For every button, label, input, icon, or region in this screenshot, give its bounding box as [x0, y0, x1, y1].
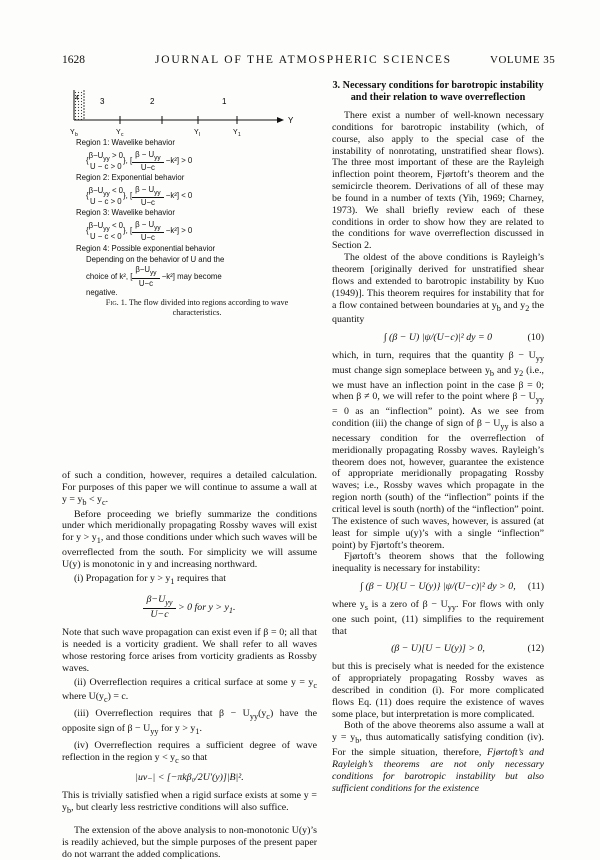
paragraph: but this is precisely what is needed for the existence of appropriately propagating Rossby waves as described in condition (i). For more complicated flows Eq. (11) does require the existence of waves some place, but interpretation is more complicated. — [332, 661, 544, 720]
tick-label: Y — [116, 129, 121, 136]
region-1-title: Region 1: Wavelike behavior — [76, 138, 175, 147]
condition-ii: (ii) Overreflection requires a critical surface at some $y = y_c$ where $U(y_c) = c$. — [62, 676, 317, 705]
region-3-title: Region 3: Wavelike behavior — [76, 208, 175, 217]
tick-label: Y — [194, 129, 199, 136]
figure-caption: Fig. 1. The flow divided into regions according to wave characteristics. — [105, 298, 289, 317]
tick-label: Y — [233, 129, 238, 136]
region-number: 1 — [222, 97, 227, 106]
paragraph: Note that such wave propagation can exist even if β = 0; all that is needed is a vorticity gradient. We shall refer to all waves whose restoring force arises from vorticity gradients as Rossby waves. — [62, 627, 317, 674]
region-4-title: Region 4: Possible exponential behavior — [76, 244, 216, 253]
region-2-title: Region 2: Exponential behavior — [76, 173, 185, 182]
condition-iii: (iii) Overreflection requires that $\beta - U_{yy}(y_c)$ have the opposite sign of $\beta - U_{yy}$ for $y > y_1$. — [62, 708, 317, 736]
tick-sub: 1 — [238, 132, 241, 138]
region-2-inequality: { $\beta-U_{yy} < 0$ U − c > 0 }, [ $\frac{\beta - U_{yy}}{U-c}$ −k²] < 0 — [86, 185, 193, 207]
left-column — [62, 470, 317, 860]
region-number: 3 — [100, 97, 105, 106]
axis-label: Y — [288, 116, 294, 125]
equation-12: (β − U)[U − U(y)] > 0, (12) — [391, 643, 544, 655]
region-number: 2 — [150, 97, 155, 106]
equation-i: $\frac{\beta-U_{yy}}{U-c}$ > 0 for $y > y_1$. — [62, 594, 317, 622]
region-1-inequality: { $\beta-U_{yy} > 0$ U − c > 0 }, [ $\frac{\beta - U_{yy}}{U-c}$ −k²] > 0 — [86, 150, 193, 172]
volume-label: VOLUME 35 — [490, 54, 556, 66]
figure-1 — [62, 82, 317, 462]
region-number: 4 — [75, 95, 79, 102]
condition-i: (i) Propagation for $y > y_1$ requires that — [74, 572, 227, 586]
paragraph: The extension of the above analysis to non-monotonic U(y)’s is readily achieved, but the simple purposes of the present paper do not warrant the added complications. — [62, 824, 317, 860]
tick-sub: c — [121, 132, 124, 138]
tick-sub: I — [199, 132, 201, 138]
region-3-inequality: { $\beta-U_{yy} < 0$ U − c < 0 }, [ $\frac{\beta - U_{yy}}{U-c}$ −k²] > 0 — [86, 220, 193, 242]
paragraph: where $y_s$ is a zero of $\beta - U_{yy}$. For flows with only one such point, (11) simplifies to the requirement that — [332, 598, 545, 637]
paragraph: This is trivially satisfied when a rigid surface exists at some $y = y_b$, but clearly less restrictive conditions will also suffice. — [62, 790, 317, 816]
equation-10: ∫ (β − U) |ψ/(U−c)|² dy = 0 (10) — [383, 332, 544, 344]
region-4-note: Depending on the behavior of U and the choice of k², [ $\frac{\beta-U_{yy}}{U-c}$ −k²] may become negative. — [86, 255, 225, 298]
paragraph: Fjørtoft’s theorem shows that the following inequality is necessary for instability: — [332, 551, 544, 575]
tick-sub: b — [75, 132, 78, 138]
page-number: 1628 — [62, 54, 85, 66]
condition-iv: (iv) Overreflection requires a sufficient degree of wave reflection in the region $y < y_c$ so that — [62, 739, 317, 765]
paragraph: Before proceeding we briefly summarize the conditions under which meridionally propagating Rossby waves will exist for $y > y_1$, and those conditions under which such waves will be overreflected from the south. For simplicity we will assume U(y) is monotonic in y and increasing northward. — [62, 508, 318, 570]
paragraph: Both of the above theorems also assume a wall at $y = y_b$, thus automatically satisfying condition (iv). For the simple situation, therefore, Fjørtoft’s and Rayleigh’s theorems are not only necessary conditions for barotropic instability but also sufficient conditions for the existence — [332, 720, 544, 794]
paragraph: which, in turn, requires that the quantity $\beta - U_{yy}$ must change sign someplace between $y_b$ and $y_2$ (i.e., we must have an inflection point in the case β = 0; when β ≠ 0, we will refer to the point where $\beta - U_{yy} = 0$ as an “inflection” point). As we see from condition (iii) the change of sign of $\beta - U_{yy}$ is also a necessary condition for the overreflection of meridionally propagating Rossby waves. Rayleigh’s theorem does not, however, guarantee the existence of appropriate meridionally propagating Rossby waves; i.e., Rossby waves which propagate in the region north (south) of the “inflection” points if the critical level is south (north) of the “inflection” point. The existence of such waves, however, is assured (at least for simple u(y)’s with a single “inflection” point) by Fjørtoft’s theorem. — [332, 350, 545, 551]
right-column — [332, 80, 544, 795]
region-diagram — [62, 82, 317, 142]
equation-11: ∫ (β − U){U − U(y)} |ψ/(U−c)|² dy > 0, (11) — [360, 581, 544, 593]
tick-label: Y — [70, 129, 75, 136]
paragraph: The oldest of the above conditions is Rayleigh’s theorem [originally derived for unstratified shear flows and extended to barotropic instability by Kuo (1949)]. This theorem requires for instability that for a flow contained between boundaries at $y_b$ and $y_2$ the quantity — [332, 252, 544, 326]
journal-title: JOURNAL OF THE ATMOSPHERIC SCIENCES — [155, 54, 452, 66]
paragraph: of such a condition, however, requires a detailed calculation. For purposes of this paper we will continue to assume a wall at $y = y_b < y_c$. — [62, 470, 317, 507]
equation-iv: |uv₋| < [−πkβ₀/2U′(y)]|B|². — [135, 772, 244, 784]
paragraph: There exist a number of well-known necessary conditions for barotropic instability (which, of course, also apply to the special case of the instability of nonrotating, unstratified shear flows). The three most important of these are the Rayleigh inflection point theorem, Fjørtoft’s theorem and the semicircle theorem. Derivations of all of these may be found in a number of texts (Yih, 1969; Charney, 1973). We shall briefly review each of these conditions in order to show how they are related to the conditions for wave overreflection discussed in Section 2. — [332, 110, 544, 252]
section-heading: 3. Necessary conditions for barotropic instability and their relation to wave overreflection — [332, 80, 544, 103]
